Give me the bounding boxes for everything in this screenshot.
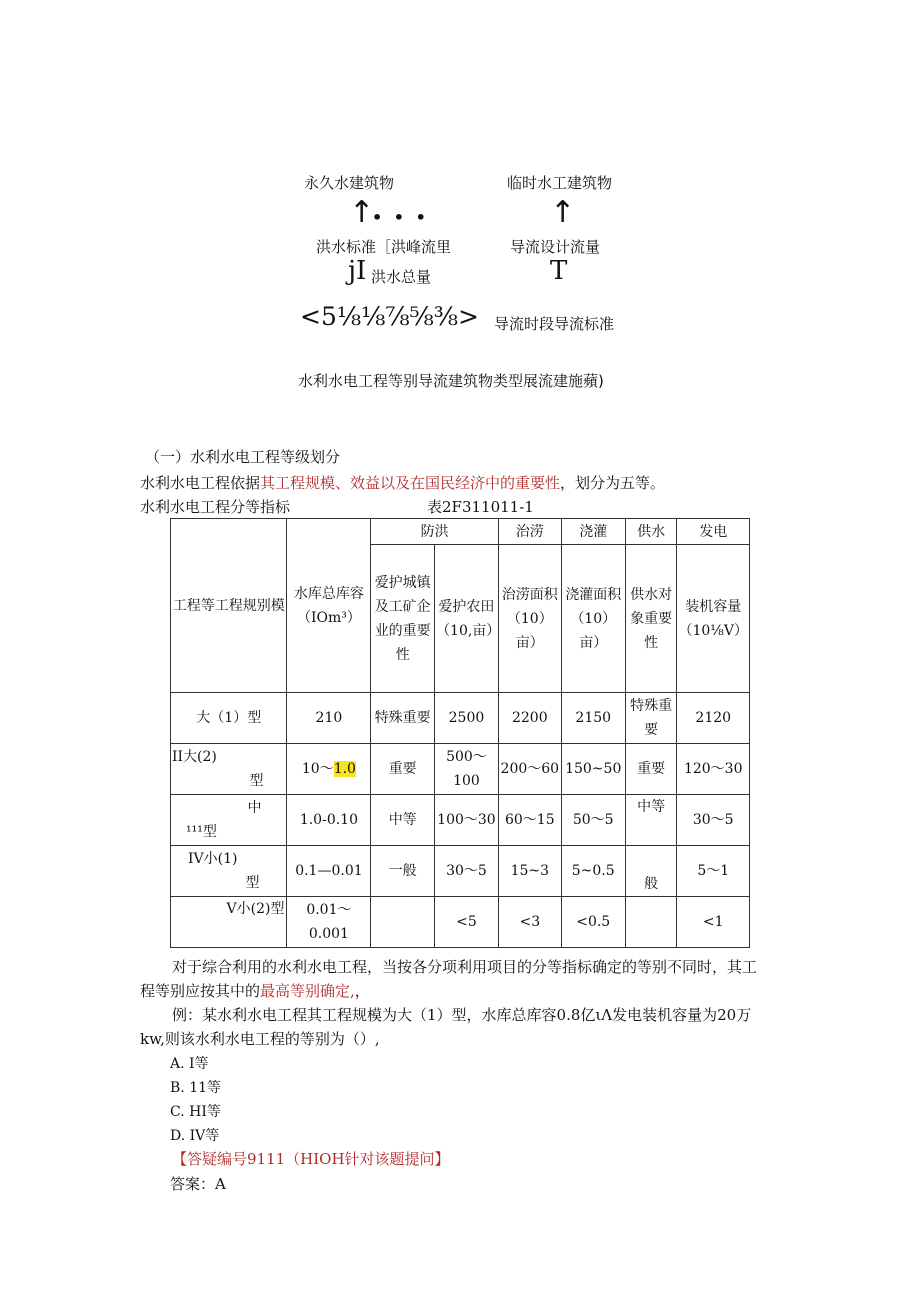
- header-flood: 防洪: [371, 519, 499, 545]
- header-drain: 治涝: [498, 519, 561, 545]
- row-power: <1: [677, 897, 750, 948]
- option-a: A. I等: [170, 1056, 209, 1072]
- diagram-right-glyph: T: [550, 256, 568, 286]
- table-row: [171, 744, 750, 795]
- header-city-importance: 爱护城镇及工矿企业的重要性: [371, 545, 435, 693]
- paragraph-line: 对于综合利用的水利水电工程，当按各分项利用项目的分等指标确定的等别不同时，其工: [172, 958, 758, 976]
- answer-line: 答案：A: [170, 1175, 226, 1193]
- header-supply-importance: 供水对象重要性: [625, 545, 677, 693]
- diagram-caption: 水利水电工程等别导流建筑物类型展流建施蘋): [298, 372, 604, 390]
- row-power: 30～5: [677, 795, 750, 846]
- diagram-right-bottom: 导流时段导流标准: [494, 315, 615, 333]
- row-capacity: 1.0-0.10: [287, 795, 371, 846]
- row-irrigation: 2150: [561, 693, 625, 744]
- table-row: [171, 693, 750, 744]
- row-farmland: <5: [435, 897, 499, 948]
- question-reference: 【答疑编号9111（HIOH针对该题提问】: [172, 1150, 450, 1168]
- diagram-dots: • • •: [372, 208, 429, 227]
- row-city: 一般: [371, 846, 435, 897]
- row-grade: II大(2) 型: [171, 744, 287, 795]
- row-power: 120～30: [677, 744, 750, 795]
- row-power: 5～1: [677, 846, 750, 897]
- row-drain: 2200: [498, 693, 561, 744]
- row-grade: 大（1）型: [171, 693, 287, 744]
- header-power: 发电: [677, 519, 750, 545]
- table-title: 水利水电工程分等指标: [140, 498, 291, 516]
- option-b: B. 11等: [170, 1080, 222, 1096]
- example-line: kw,则该水利水电工程的等别为（）,: [140, 1030, 380, 1048]
- row-capacity: 10～1.0: [287, 744, 371, 795]
- row-irrigation: 5~0.5: [561, 846, 625, 897]
- option-c: C. HI等: [170, 1104, 221, 1120]
- row-grade: V小(2)型: [171, 897, 287, 948]
- diagram-left-mid: 洪水标准［洪峰流里: [316, 238, 452, 256]
- diagram-left-top: 永久水建筑物: [304, 174, 395, 192]
- row-grade: IV小(1) 型: [171, 846, 287, 897]
- up-arrow-icon: ↑: [550, 195, 576, 230]
- option-d: D. IV等: [170, 1128, 220, 1144]
- row-drain: <3: [498, 897, 561, 948]
- header-supply: 供水: [625, 519, 677, 545]
- row-supply: [625, 897, 677, 948]
- row-farmland: 500～100: [435, 744, 499, 795]
- section-heading: （一）水利水电工程等级划分: [145, 448, 341, 466]
- row-drain: 15~3: [498, 846, 561, 897]
- row-farmland: 100～30: [435, 795, 499, 846]
- row-drain: 60～15: [498, 795, 561, 846]
- row-capacity: 0.1—0.01: [287, 846, 371, 897]
- table-number: 表2F311011-1: [427, 498, 534, 516]
- diagram-left-small: 洪水总量: [371, 268, 432, 286]
- header-capacity: 水库总库容（IOm³）: [287, 519, 371, 693]
- header-drain-area: 治涝面积（10）亩）: [498, 545, 561, 693]
- example-line: 例：某水利水电工程其工程规模为大（1）型，水库总库容0.8亿ιΛ发电装机容量为20万: [172, 1006, 752, 1024]
- table-row: [171, 897, 750, 948]
- row-irrigation: 150~50: [561, 744, 625, 795]
- row-supply: 般: [625, 846, 677, 897]
- header-farmland: 爱护农田（10,亩）: [435, 545, 499, 693]
- row-irrigation: <0.5: [561, 897, 625, 948]
- header-irrigation: 浇灌: [561, 519, 625, 545]
- diagram-left-glyph: jI: [348, 256, 367, 286]
- table-row: [171, 795, 750, 846]
- row-grade: 中 ¹¹¹型: [171, 795, 287, 846]
- diagram-right-top: 临时水工建筑物: [507, 174, 613, 192]
- diagram-right-mid: 导流设计流量: [510, 238, 601, 256]
- row-drain: 200～60: [498, 744, 561, 795]
- header-capacity-installed: 装机容量（10⅛V）: [677, 545, 750, 693]
- row-farmland: 30～5: [435, 846, 499, 897]
- row-capacity: 210: [287, 693, 371, 744]
- table-row: [171, 846, 750, 897]
- row-irrigation: 50～5: [561, 795, 625, 846]
- header-irrigation-area: 浇灌面积（10）亩）: [561, 545, 625, 693]
- up-arrow-icon: ↑: [349, 195, 375, 230]
- row-city: [371, 897, 435, 948]
- row-supply: 特殊重要: [625, 693, 677, 744]
- header-grade: 工程等工程规别模: [171, 519, 287, 693]
- row-capacity: 0.01～0.001: [287, 897, 371, 948]
- diagram-formula: <5⅛⅛⅞⅝⅜>: [300, 302, 479, 331]
- row-supply: 中等: [625, 795, 677, 846]
- row-supply: 重要: [625, 744, 677, 795]
- row-farmland: 2500: [435, 693, 499, 744]
- row-city: 重要: [371, 744, 435, 795]
- intro-paragraph: 水利水电工程依据其工程规模、效益以及在国民经济中的重要性，划分为五等。: [140, 474, 666, 492]
- classification-table: [170, 518, 750, 948]
- row-city: 特殊重要: [371, 693, 435, 744]
- row-power: 2120: [677, 693, 750, 744]
- paragraph-line: 程等别应按其中的最高等别确定,，: [140, 982, 370, 1000]
- row-city: 中等: [371, 795, 435, 846]
